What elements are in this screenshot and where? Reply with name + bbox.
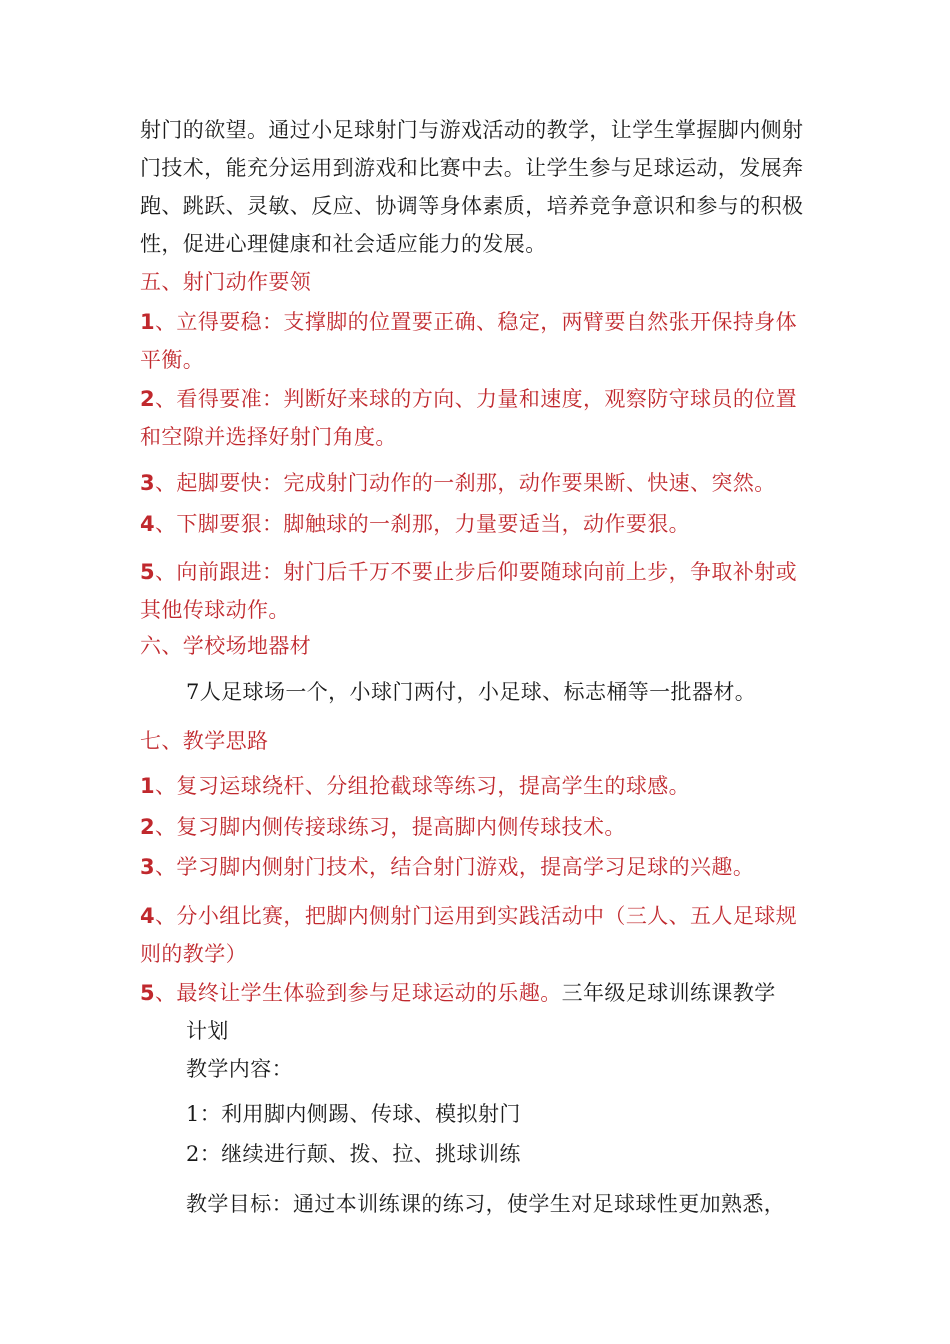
item-number: 4 (140, 512, 156, 536)
section-5-item-5 (140, 553, 812, 629)
item-number: 3 (140, 855, 156, 879)
item-text: 、分小组比赛，把脚内侧射门运用到实践活动中（三人、五人足球规则的教学） (140, 904, 798, 966)
item-text: 、下脚要狠：脚触球的一刹那，力量要适当，动作要狠。 (155, 512, 691, 536)
item-text: 、起脚要快：完成射门动作的一刹那，动作要果断、快速、突然。 (155, 471, 776, 495)
section-7-item-4 (140, 897, 812, 973)
section-6-body: 7人足球场一个，小球门两付，小足球、标志桶等一批器材。 (186, 680, 757, 704)
plan-title-part2: 计划 (186, 1019, 229, 1043)
item-number: 5 (140, 560, 156, 584)
item-number: 1 (140, 310, 156, 334)
section-5-item-2 (140, 380, 812, 456)
section-5-item-3 (140, 464, 812, 502)
section-7-heading: 七、教学思路 (140, 729, 269, 753)
item-text: 、学习脚内侧射门技术，结合射门游戏，提高学习足球的兴趣。 (155, 855, 755, 879)
item-number: 2 (140, 387, 156, 411)
item-text: 、向前跟进：射门后千万不要止步后仰要随球向前上步，争取补射或其他传球动作。 (140, 560, 798, 622)
item-text: 、立得要稳：支撑脚的位置要正确、稳定，两臂要自然张开保持身体平衡。 (140, 310, 798, 372)
section-7-item-2 (140, 808, 812, 846)
item-number: 3 (140, 471, 156, 495)
item-text: 、复习运球绕杆、分组抢截球等练习，提高学生的球感。 (155, 774, 691, 798)
section-5-item-4 (140, 505, 812, 543)
teaching-objective: 教学目标：通过本训练课的练习，使学生对足球球性更加熟悉， (186, 1192, 786, 1216)
section-7-item-3 (140, 848, 812, 886)
section-5-item-1 (140, 303, 812, 379)
item-text: 、最终让学生体验到参与足球运动的乐趣。 (155, 981, 562, 1005)
item-number: 2 (140, 815, 156, 839)
teaching-content-item-1: 1：利用脚内侧踢、传球、模拟射门 (186, 1102, 521, 1126)
item-text: 、看得要准：判断好来球的方向、力量和速度，观察防守球员的位置和空隙并选择好射门角度。 (140, 387, 798, 449)
item-number: 1 (140, 774, 156, 798)
teaching-content-item-2: 2：继续进行颠、拨、拉、挑球训练 (186, 1142, 521, 1166)
teaching-content-label: 教学内容： (186, 1057, 293, 1081)
section-5-heading: 五、射门动作要领 (140, 270, 312, 294)
section-7-item-5 (140, 974, 812, 1012)
section-6-heading: 六、学校场地器材 (140, 634, 312, 658)
intro-paragraph: 射门的欲望。通过小足球射门与游戏活动的教学，让学生掌握脚内侧射门技术，能充分运用到游戏和比赛中去。让学生参与足球运动，发展奔跑、跳跃、灵敏、反应、协调等身体素质，培养竞争意识和参与的积极性，促进心理健康和社会适应能力的发展。 (140, 118, 804, 256)
plan-title-part1: 三年级足球训练课教学 (561, 981, 776, 1005)
item-text: 、复习脚内侧传接球练习，提高脚内侧传球技术。 (155, 815, 626, 839)
section-7-item-1 (140, 767, 812, 805)
item-number: 5 (140, 981, 156, 1005)
item-number: 4 (140, 904, 156, 928)
